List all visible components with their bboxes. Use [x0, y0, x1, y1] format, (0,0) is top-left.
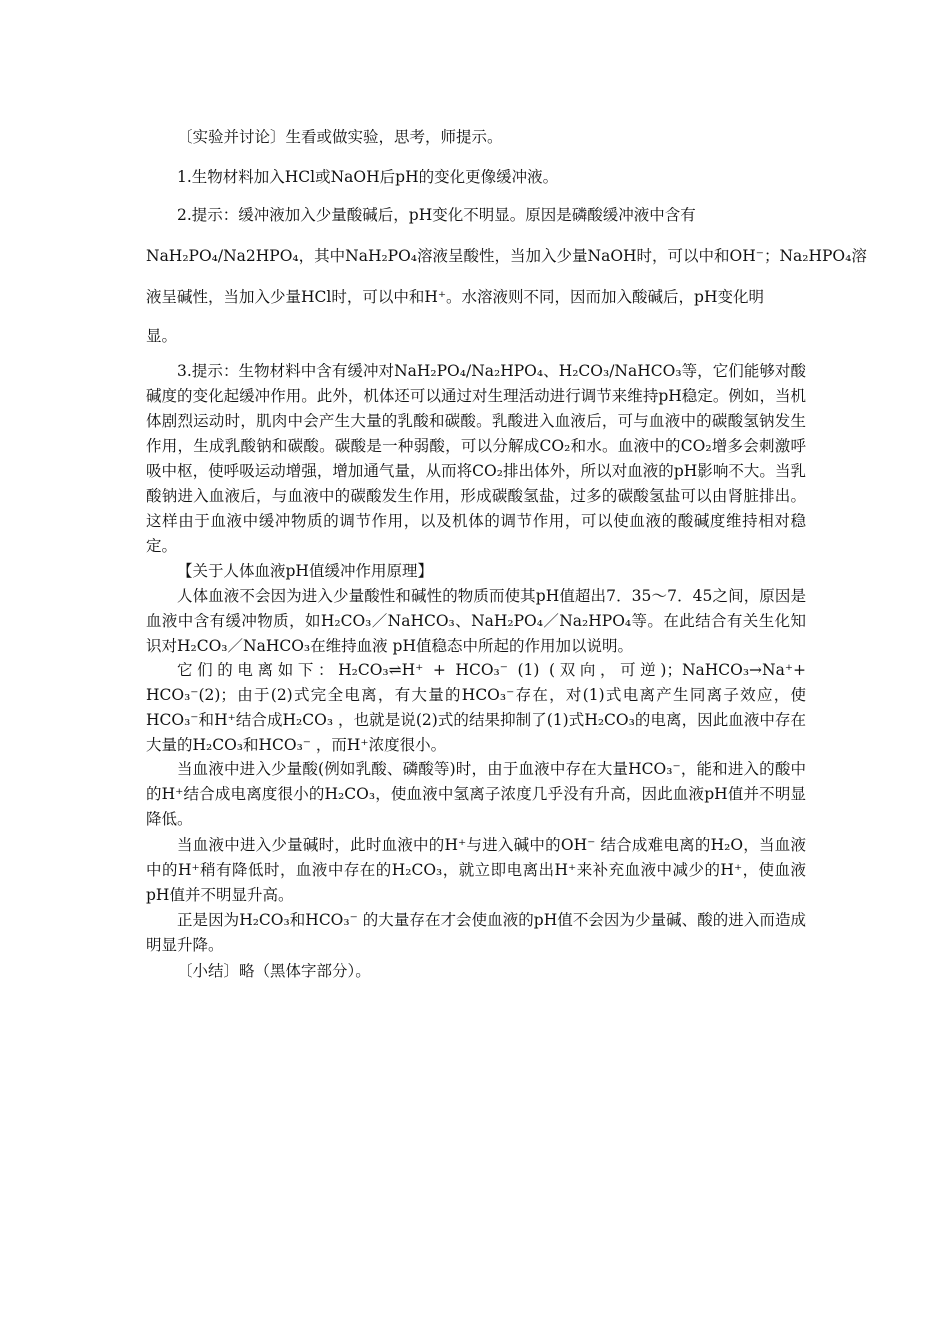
paragraph-summary: 〔小结〕略（黑体字部分）。: [177, 962, 371, 980]
paragraph-point-1: 1.生物材料加入HCl或NaOH后pH的变化更像缓冲液。: [177, 168, 559, 186]
section-heading-buffer-principle: 【关于人体血液pH值缓冲作用原理】: [177, 562, 433, 580]
paragraph-base-entry: 当血液中进入少量碱时，此时血液中的H⁺与进入碱中的OH⁻ 结合成难电离的H₂O，当血液中的H⁺稍有降低时，血液中存在的H₂CO₃，就立即电离出H⁺来补充血液中减少的H⁺，使血液pH值并不明显升高。: [146, 836, 806, 904]
paragraph-conclusion: 正是因为H₂CO₃和HCO₃⁻ 的大量存在才会使血液的pH值不会因为少量碱、酸的进入而造成明显升降。: [146, 911, 806, 954]
paragraph-point-3: 3.提示：生物材料中含有缓冲对NaH₂PO₄/Na₂HPO₄、H₂CO₃/NaHCO₃等，它们能够对酸碱度的变化起缓冲作用。此外，机体还可以通过对生理活动进行调节来维持pH稳定。例如，当机体剧烈运动时，肌肉中会产生大量的乳酸和碳酸。乳酸进入血液后，可与血液中的碳酸氢钠发生作用，生成乳酸钠和碳酸。碳酸是一种弱酸，可以分解成CO₂和水。血液中的CO₂增多会刺激呼吸中枢，使呼吸运动增强，增加通气量，从而将CO₂排出体外，所以对血液的pH影响不大。当乳酸钠进入血液后，与血液中的碳酸发生作用，形成碳酸氢盐，过多的碳酸氢盐可以由肾脏排出。这样由于血液中缓冲物质的调节作用，以及机体的调节作用，可以使血液的酸碱度维持相对稳定。: [146, 362, 806, 555]
paragraph-ionization: 它们的电离如下：H₂CO₃⇌H⁺ + HCO₃⁻ (1) (双向，可逆)；NaHCO₃→Na⁺+ HCO₃⁻(2)；由于(2)式完全电离，有大量的HCO₃⁻存在，对(1)式电离产生同离子效应，使HCO₃⁻和H⁺结合成H₂CO₃ ，也就是说(2)式的结果抑制了(1)式H₂CO₃的电离，因此血液中存在大量的H₂CO₃和HCO₃⁻ ，而H⁺浓度很小。: [146, 661, 806, 754]
paragraph-acid-entry: 当血液中进入少量酸(例如乳酸、磷酸等)时，由于血液中存在大量HCO₃⁻，能和进入的酸中的H⁺结合成电离度很小的H₂CO₃，使血液中氢离子浓度几乎没有升高，因此血液pH值并不明显降低。: [146, 760, 806, 828]
paragraph-point-2-line-2: NaH₂PO₄/Na2HPO₄，其中NaH₂PO₄溶液呈酸性，当加入少量NaOH时，可以中和OH⁻；Na₂HPO₄溶: [146, 247, 867, 265]
paragraph-point-2-line-4: 显。: [146, 327, 178, 345]
paragraph-experiment: 〔实验并讨论〕生看或做实验，思考，师提示。: [177, 128, 503, 146]
paragraph-blood-buffer-intro: 人体血液不会因为进入少量酸性和碱性的物质而使其pH值超出7．35～7．45之间，原因是血液中含有缓冲物质，如H₂CO₃／NaHCO₃、NaH₂PO₄／Na₂HPO₄等。在此结合有关生化知识对H₂CO₃／NaHCO₃在维持血液 pH值稳态中所起的作用加以说明。: [146, 587, 806, 655]
paragraph-point-2-line-3: 液呈碱性，当加入少量HCl时，可以中和H⁺。水溶液则不同，因而加入酸碱后，pH变化明: [146, 288, 764, 306]
paragraph-point-2-line-1: 2.提示：缓冲液加入少量酸碱后，pH变化不明显。原因是磷酸缓冲液中含有: [177, 206, 696, 224]
